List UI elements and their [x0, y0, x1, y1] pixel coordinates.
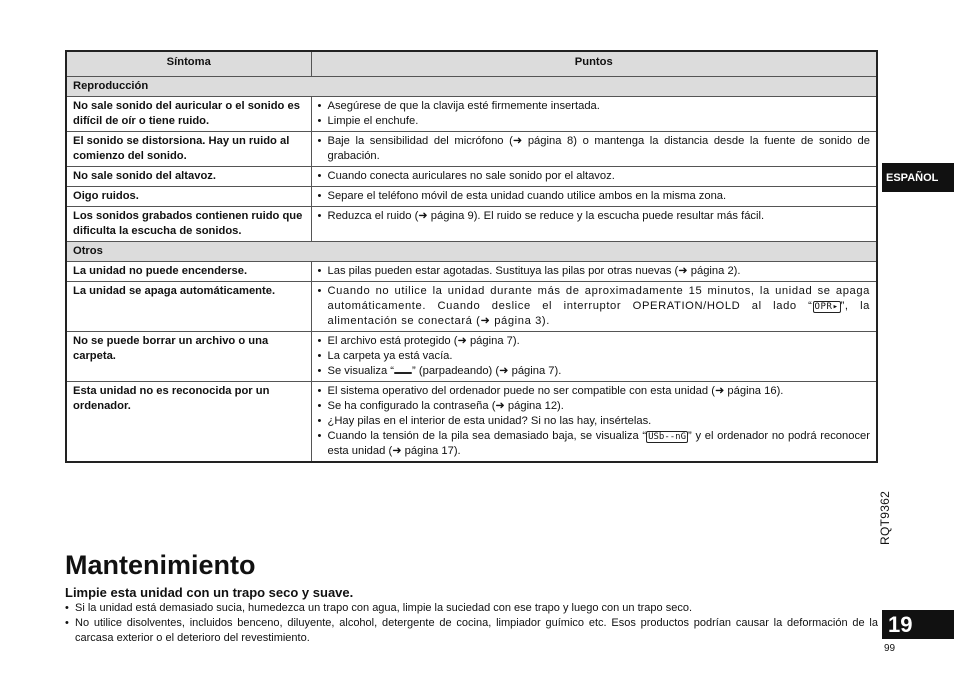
point-text: página 7). [508, 365, 562, 377]
section-title: Otros [66, 242, 877, 262]
symptom-cell: Esta unidad no es reconocida por un ordenador. [66, 382, 311, 463]
point-item [318, 399, 871, 414]
point-item [318, 384, 871, 399]
point-item [318, 364, 871, 379]
table-header-row [66, 51, 877, 77]
arrow-icon: ➜ [457, 335, 467, 347]
point-text: Las pilas pueden estar agotadas. Sustituya las pilas por otras nuevas ( [327, 265, 679, 277]
section-row [66, 242, 877, 262]
point-item [318, 99, 871, 114]
arrow-icon: ➜ [392, 445, 402, 457]
symptom-cell: No sale sonido del altavoz. [66, 167, 311, 187]
table-row [66, 187, 877, 207]
point-text: página 16). [724, 385, 784, 397]
table-row [66, 97, 877, 132]
maintenance-subtitle: Limpie esta unidad con un trapo seco y suave. [65, 585, 354, 600]
point-item [318, 349, 871, 364]
table-row [66, 167, 877, 187]
model-number: RQT9362 [878, 490, 892, 545]
section-title: Reproducción [66, 77, 877, 97]
symptom-header: Síntoma [66, 51, 311, 77]
points-cell [311, 282, 877, 332]
table-row [66, 282, 877, 332]
points-cell [311, 132, 877, 167]
point-item [318, 209, 871, 224]
points-cell [311, 382, 877, 463]
symptom-cell: No se puede borrar un archivo o una carpeta. [66, 332, 311, 382]
points-cell [311, 187, 877, 207]
points-cell [311, 207, 877, 242]
table-row [66, 332, 877, 382]
troubleshooting-table [65, 50, 878, 463]
point-text: Cuando conecta auriculares no sale sonido por el altavoz. [327, 170, 615, 182]
point-text: página 7). [466, 335, 520, 347]
point-text: Separe el teléfono móvil de esta unidad cuando utilice ambos en la misma zona. [327, 190, 727, 202]
list-item: • No utilice disolventes, incluidos benceno, diluyente, alcohol, detergente de cocina, limpiador guímico etc. Esos productos podrían causar la deformación de la carcasa exterior o el deterioro del revestimiento. [65, 616, 878, 646]
point-text: Reduzca el ruido ( [327, 210, 419, 222]
language-tab: ESPAÑOL [882, 163, 954, 192]
point-text: ” y el ordenador no podrá reconocer esta unidad ( [327, 430, 870, 457]
point-item [318, 429, 871, 459]
point-text: La carpeta ya está vacía. [327, 350, 453, 362]
arrow-icon: ➜ [495, 400, 505, 412]
point-text: ” (parpadeando) ( [412, 365, 500, 377]
point-text: Baje la sensibilidad del micrófono ( [327, 135, 513, 147]
maintenance-list [65, 601, 878, 646]
point-text: Cuando no utilice la unidad durante más de aproximadamente 15 minutos, la unidad se apaga automáticamente. Cuando deslice el interruptor OPERATION/HOLD al lado “ [327, 285, 870, 312]
symptom-cell: Los sonidos grabados contienen ruido que dificulta la escucha de sonidos. [66, 207, 311, 242]
table-row [66, 382, 877, 463]
point-item [318, 414, 871, 429]
points-header: Puntos [311, 51, 877, 77]
point-text: Asegúrese de que la clavija esté firmemente insertada. [327, 100, 600, 112]
table-body [66, 77, 877, 463]
table-row [66, 262, 877, 282]
point-item [318, 114, 871, 129]
point-item [318, 284, 871, 329]
point-text: El archivo está protegido ( [327, 335, 458, 347]
point-text: Cuando la tensión de la pila sea demasiado baja, se visualiza “ [327, 430, 647, 442]
symptom-cell: No sale sonido del auricular o el sonido es difícil de oír o tiene ruido. [66, 97, 311, 132]
arrow-icon: ➜ [714, 385, 725, 397]
symptom-cell: La unidad no puede encenderse. [66, 262, 311, 282]
point-text: página 12). [504, 400, 564, 412]
point-text: página 8) o mantenga la distancia desde la fuente de sonido de grabación. [327, 135, 870, 162]
points-cell [311, 97, 877, 132]
point-text: página 3). [490, 315, 550, 327]
symptom-cell: La unidad se apaga automáticamente. [66, 282, 311, 332]
arrow-icon: ➜ [418, 210, 428, 222]
point-text: ”, la alimentación se conectará ( [327, 300, 871, 327]
point-text: Limpie el enchufe. [327, 115, 419, 127]
point-text: página 17). [401, 445, 461, 457]
table-row [66, 132, 877, 167]
display-indicator-icon: OPR▸ [814, 302, 839, 312]
point-text: Se visualiza “ [327, 365, 395, 377]
point-item [318, 134, 871, 164]
arrow-icon: ➜ [480, 315, 491, 327]
point-text: página 9). El ruido se reduce y la escucha puede resultar más fácil. [427, 210, 765, 222]
symptom-cell: El sonido se distorsiona. Hay un ruido al comienzo del sonido. [66, 132, 311, 167]
point-item [318, 264, 871, 279]
point-text: El sistema operativo del ordenador puede no ser compatible con esta unidad ( [327, 385, 715, 397]
points-cell [311, 262, 877, 282]
maintenance-title: Mantenimiento [65, 550, 256, 580]
arrow-icon: ➜ [512, 135, 523, 147]
section-row [66, 77, 877, 97]
point-item [318, 169, 871, 184]
page-number: 19 [882, 610, 954, 639]
point-text: ¿Hay pilas en el interior de esta unidad? Si no las hay, insértelas. [327, 415, 652, 427]
symptom-cell: Oigo ruidos. [66, 187, 311, 207]
list-item: • Si la unidad está demasiado sucia, humedezca un trapo con agua, limpie la suciedad con ese trapo y luego con un trapo seco. [65, 601, 878, 616]
point-text: Se ha configurado la contraseña ( [327, 400, 496, 412]
points-cell [311, 167, 877, 187]
points-cell [311, 332, 877, 382]
point-item [318, 334, 871, 349]
page-number-small: 99 [884, 643, 896, 654]
point-text: página 2). [687, 265, 741, 277]
arrow-icon: ➜ [499, 365, 509, 377]
arrow-icon: ➜ [678, 265, 688, 277]
display-indicator-icon: USb--nG [648, 432, 687, 442]
display-indicator-icon [394, 372, 412, 374]
point-item [318, 189, 871, 204]
table-row [66, 207, 877, 242]
